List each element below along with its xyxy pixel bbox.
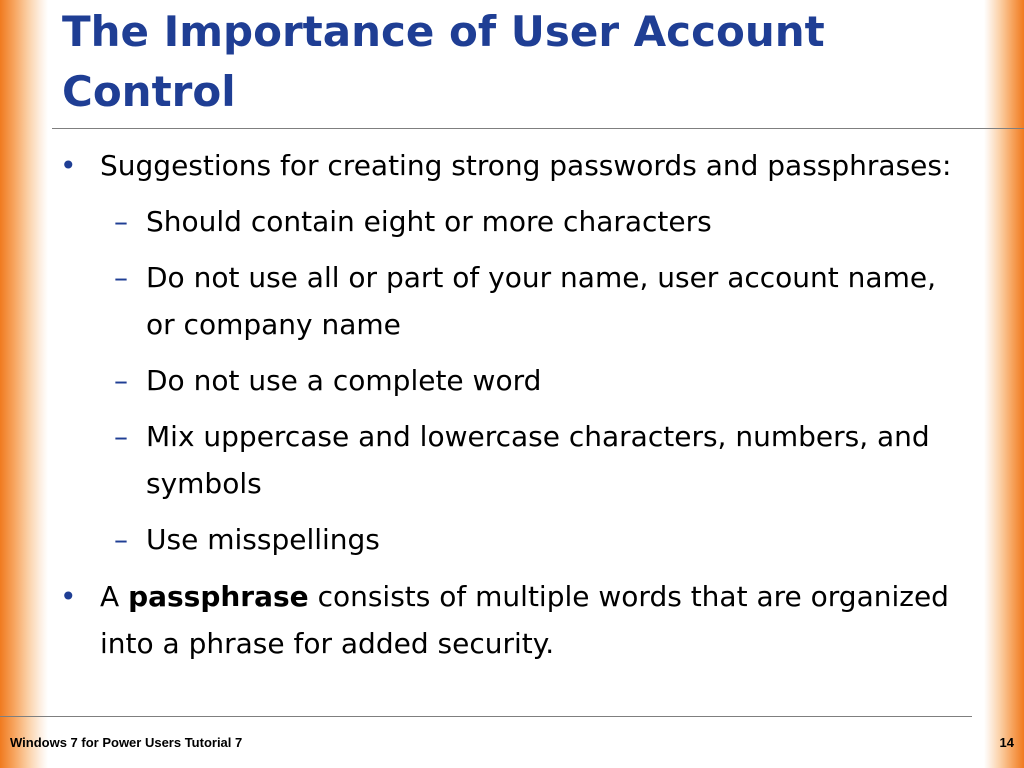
slide-number: 14 (999, 735, 1014, 750)
sub-bullet-item (60, 198, 960, 245)
bullet-item (60, 573, 960, 667)
dash-icon: – (114, 364, 128, 397)
sub-bullet-item (60, 413, 960, 507)
dash-icon: – (114, 523, 128, 556)
sub-bullet-text: Should contain eight or more characters (146, 205, 712, 238)
bullet-prefix: A (100, 580, 129, 613)
left-orange-edge (0, 0, 48, 768)
dash-icon: – (114, 420, 128, 453)
sub-bullet-item (60, 357, 960, 404)
footer-divider (0, 716, 972, 717)
sub-bullet-text: Do not use a complete word (146, 364, 542, 397)
sub-bullet-text: Do not use all or part of your name, user account name, or company name (146, 261, 936, 341)
bullet-item (60, 142, 960, 189)
bullet-dot-icon: • (60, 149, 77, 182)
bullet-suffix: consists of multiple words that are organized into a phrase for added security. (100, 580, 949, 660)
right-orange-edge (984, 0, 1024, 768)
slide-body (60, 142, 960, 667)
sub-bullet-text: Use misspellings (146, 523, 380, 556)
sub-bullet-item (60, 254, 960, 348)
title-divider (52, 128, 1024, 129)
dash-icon: – (114, 261, 128, 294)
passphrase-term: passphrase (128, 580, 309, 613)
slide-title: The Importance of User Account Control (62, 7, 825, 116)
bullet-text: Suggestions for creating strong passwords and passphrases: (100, 149, 952, 182)
sub-bullet-text: Mix uppercase and lowercase characters, numbers, and symbols (146, 420, 930, 500)
bullet-dot-icon: • (60, 580, 77, 613)
footer-course-title: Windows 7 for Power Users Tutorial 7 (10, 735, 243, 750)
sub-bullet-item (60, 516, 960, 563)
dash-icon: – (114, 205, 128, 238)
